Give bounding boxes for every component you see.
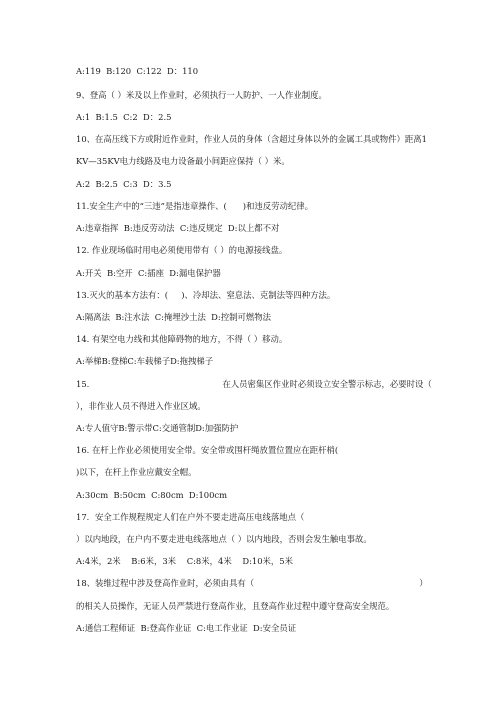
question-13: 13.灭火的基本方法有：( )、冷却法、窒息法、克制法等四种方法。 bbox=[76, 290, 336, 300]
question-15: 15. 在人员密集区作业时必须设立安全警示标志，必要时设（ bbox=[76, 379, 432, 389]
question-17: 17．安全工作规程规定人们在户外不要走进高压电线落地点（ bbox=[76, 512, 305, 522]
question-9: 9、登高（ ）米及以上作业时，必须执行一人防护、一人作业制度。 bbox=[76, 90, 327, 100]
question-10: 10、在高压线下方或附近作业时，作业人员的身体（含超过身体以外的金属工具或物件）距离1 bbox=[76, 134, 427, 144]
option-line-q9: A:1 B:1.5 C:2 D：2.5 bbox=[76, 112, 172, 122]
option-line-q10: A:2 B:2.5 C:3 D：3.5 bbox=[76, 179, 172, 189]
option-line-q14: A:举梯B:登梯C:车载梯子D:拖拽梯子 bbox=[76, 356, 214, 366]
option-line-q11: A:违章指挥 B:违反劳动法 C:违反规定 D:以上都不对 bbox=[76, 223, 280, 233]
option-line-q13: A:隔离法 B:注水法 C:掩埋沙土法 D:控制可燃物法 bbox=[76, 312, 271, 322]
question-17-cont: ）以内地段，在户内不要走进电线落地点（ ）以内地段，否则会发生触电事故。 bbox=[76, 534, 372, 544]
question-12: 12. 作业现场临时用电必须使用带有（ ）的电源接线盘。 bbox=[76, 245, 288, 255]
option-line-q18: A:通信工程师证 B:登高作业证 C:电工作业证 D:安全员证 bbox=[76, 623, 297, 633]
question-16: 16. 在杆上作业必须使用安全带。安全带或围杆绳放置位置应在距杆梢( bbox=[76, 445, 339, 455]
question-14: 14. 有架空电力线和其他障碍物的地方，不得（ ）移动。 bbox=[76, 334, 288, 344]
question-15-cont: ），非作业人员不得进入作业区域。 bbox=[76, 401, 206, 411]
option-line-q12: A:开关 B:空开 C:插座 D:漏电保护器 bbox=[76, 268, 221, 278]
question-18: 18、装维过程中涉及登高作业时，必须由具有（ ） bbox=[76, 578, 428, 588]
option-line-q15: A:专人值守B:警示带C:交通管制D:加强防护 bbox=[76, 423, 239, 433]
option-line-q8: A:119 B:120 C:122 D：110 bbox=[76, 66, 199, 76]
question-10-cont: KV—35KV电力线路及电力设备最小间距应保持（ ）米。 bbox=[76, 156, 290, 166]
question-18-cont: 的相关人员操作，无证人员严禁进行登高作业，且登高作业过程中遵守登高安全规范。 bbox=[76, 601, 395, 611]
question-16-cont: )以下，在杆上作业应戴安全帽。 bbox=[76, 467, 197, 477]
question-11: 11.安全生产中的“三违”是指违章操作、( )和违反劳动纪律。 bbox=[76, 201, 314, 211]
option-line-q17: A:4米，2米 B:6米，3米 C:8米，4米 D:10米，5米 bbox=[76, 556, 294, 566]
option-line-q16: A:30cm B:50cm C:80cm D:100cm bbox=[76, 490, 228, 500]
